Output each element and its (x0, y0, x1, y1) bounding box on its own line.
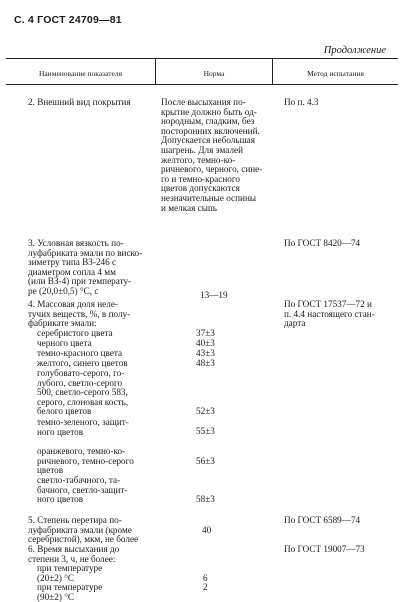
subitem-label: голубовато-серого, го- лубого, светло-серого 500, светло-серого 583, серого, слоновая кость, белого цветов (37, 368, 129, 417)
method-nonvolatile: По ГОСТ 17537—72 и п. 4.4 настоящего стан- дарта (284, 299, 375, 329)
subitem-label: темно-красного цвета (37, 348, 123, 358)
norm-grind: 40 (202, 525, 212, 535)
subitem-label: черного цвета (37, 338, 92, 348)
method-grind: По ГОСТ 6589—74 (284, 515, 361, 525)
norm-viscosity: 13—19 (200, 290, 228, 300)
subitem-label: светло-табачного, та- бачного, светло-защит- ного цветов (37, 475, 128, 505)
indicator-appearance: 2. Внешний вид покрытия (28, 97, 131, 107)
subitem-value: 55±3 (196, 426, 215, 436)
subitem-label: серебристого цвета (37, 328, 113, 338)
indicator-drying: 6. Время высыхания до степени 3, ч, не более: (28, 544, 120, 564)
subitem-value: 37±3 (196, 328, 215, 338)
subitem-value: 58±3 (196, 494, 215, 504)
drying-subitem-value: 6 (203, 573, 208, 583)
table-top-rule (6, 58, 398, 59)
subitem-value: 43±3 (196, 348, 215, 358)
subitem-value: 56±3 (196, 456, 215, 466)
subitem-value: 48±3 (196, 358, 215, 368)
norm-appearance: После высыхания по- крытие должно быть од- нородным, гладким, без посторонних включений. Допускается небольшая шагрень. Для эмалей желтого, темно-ко- ричневого, черного, сине- го и темно-красного цветов допускаются незначительные оспины и мелкая сыпь (161, 97, 263, 213)
indicator-viscosity: 3. Условная вязкость по- луфабриката эмали по виско- зиметру типа ВЗ-246 с диаметром сопла 4 мм (или ВЗ-4) при температу- ре (20,0±0,5) °С, с (28, 238, 143, 296)
subitem-label: оранжевого, темно-ко- ричневого, темно-серого цветов (37, 446, 134, 476)
subitem-value: 52±3 (196, 406, 215, 416)
column-header-method: Метод испытания (307, 69, 364, 78)
method-drying: По ГОСТ 19007—73 (284, 544, 365, 554)
continuation-label: Продолжение (323, 45, 386, 56)
drying-subitem-label: при температуре (20±2) °С (37, 563, 103, 583)
indicator-grind: 5. Степень перетира по- луфабриката эмали (кроме серебристой), мкм, не более (28, 515, 139, 545)
table-header-rule (6, 84, 398, 85)
subitem-label: желтого, синего цветов (37, 358, 128, 368)
subitem-value: 40±3 (196, 338, 215, 348)
column-header-indicator: Наименование показателя (38, 69, 123, 78)
indicator-nonvolatile: 4. Массовая доля неле- тучих веществ, %, в полу- фабрикате эмали: (28, 299, 131, 329)
subitem-label: темно-зеленого, защит- ного цветов (37, 417, 129, 437)
column-header-norm: Норма (203, 69, 225, 78)
page-header: С. 4 ГОСТ 24709—81 (14, 14, 122, 26)
method-viscosity: По ГОСТ 8420—74 (284, 238, 361, 248)
drying-subitem-value: 2 (203, 582, 208, 592)
method-appearance: По п. 4.3 (284, 97, 319, 107)
drying-subitem-label: при температуре (90±2) °С (37, 582, 103, 602)
